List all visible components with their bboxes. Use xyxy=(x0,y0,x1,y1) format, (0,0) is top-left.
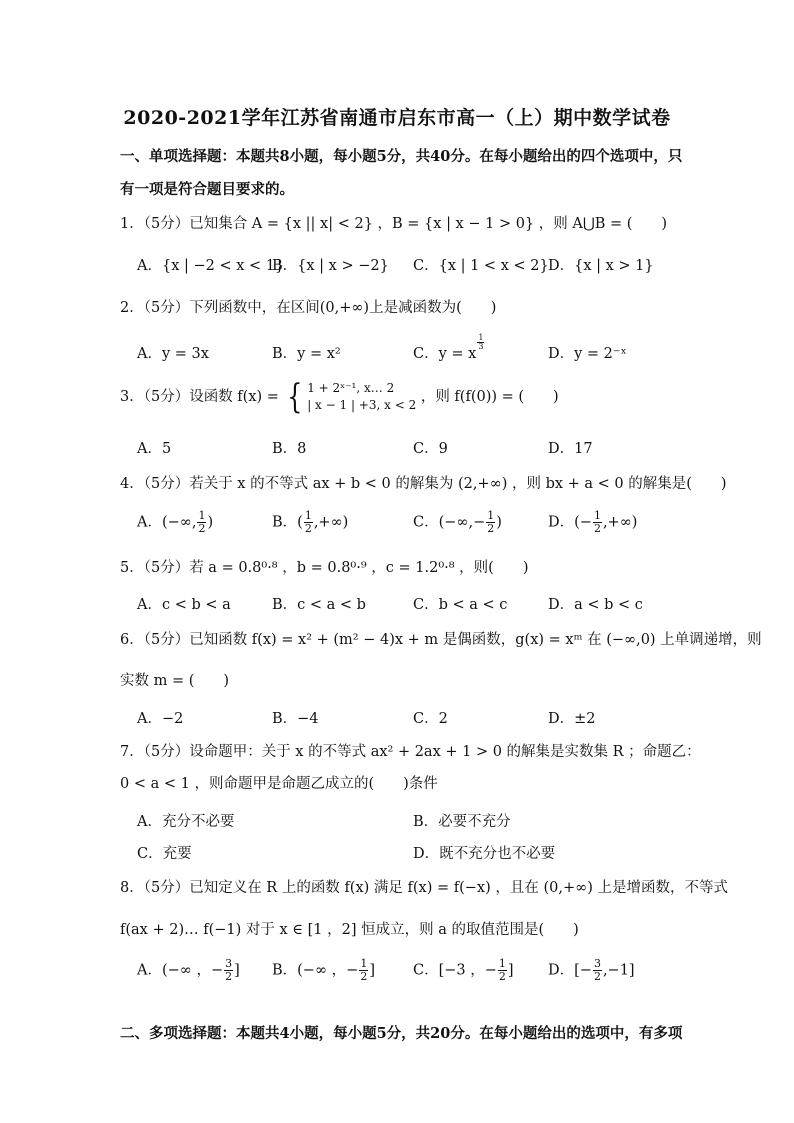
q4-option-c xyxy=(413,510,502,535)
q3-piecewise xyxy=(307,380,416,414)
q4-c-head: C．(−∞,− xyxy=(413,514,486,531)
q6-stem: 6．（5分）已知函数 f(x) = x² + (m² − 4)x + m 是偶函数，g(x) = xᵐ 在 (−∞,0) 上单调递增，则 xyxy=(120,632,762,648)
q4-c-tail: ) xyxy=(496,514,502,531)
q3-option-c: C．9 xyxy=(413,441,448,457)
q8-c-den: 2 xyxy=(498,970,506,983)
q3-piece2: | x − 1 | +3, x < 2 xyxy=(307,398,417,412)
q8-a-den: 2 xyxy=(225,970,233,983)
q5-option-b: B．c < a < b xyxy=(272,597,366,613)
q8-c-frac xyxy=(498,958,507,983)
q8-c-head: C．[−3 ，− xyxy=(413,962,497,979)
q4-a-tail: ) xyxy=(207,514,214,531)
q3-stem-suffix: ，则 f(f(0)) = ( ) xyxy=(420,389,559,405)
q4-b-den: 2 xyxy=(304,522,312,535)
q4-option-d xyxy=(548,510,637,535)
q8-option-d xyxy=(548,958,635,983)
q8-stem-2: f(ax + 2)… f(−1) 对于 x ∈ [1 ，2] 恒成立，则 a 的取值范围是( ) xyxy=(120,922,579,938)
q8-b-head: B．(−∞ ，− xyxy=(272,962,359,979)
q3-piece1: 1 + 2ˣ⁻¹, x… 2 xyxy=(307,381,395,395)
q4-d-frac xyxy=(593,510,602,535)
q8-a-num: 3 xyxy=(225,957,233,970)
q7-option-b: B．必要不充分 xyxy=(413,814,511,830)
q8-d-frac xyxy=(593,958,602,983)
q7-stem-2: 0 < a < 1 ，则命题甲是命题乙成立的( )条件 xyxy=(120,776,438,792)
q4-d-den: 2 xyxy=(593,522,601,535)
q4-c-num: 1 xyxy=(487,509,495,522)
q8-b-num: 1 xyxy=(360,957,368,970)
q2-option-b: B．y = x² xyxy=(272,346,341,362)
page-title: 2020-2021学年江苏省南通市启东市高一（上）期中数学试卷 xyxy=(123,107,671,129)
q3-brace: { xyxy=(286,377,302,417)
q6-option-d: D．±2 xyxy=(548,711,596,727)
q8-a-frac xyxy=(224,958,233,983)
q2-exp-num: 1 xyxy=(478,333,484,342)
q3-option-b: B．8 xyxy=(272,441,307,457)
q6-option-c: C．2 xyxy=(413,711,448,727)
q1-option-c: C．{x | 1 < x < 2} xyxy=(413,258,549,274)
q4-a-head: A．(−∞, xyxy=(137,514,197,531)
q8-d-den: 2 xyxy=(593,970,601,983)
q8-b-frac xyxy=(359,958,368,983)
section2-heading-line1: 二、多项选择题：本题共4小题，每小题5分，共20分。在每小题给出的选项中，有多项 xyxy=(120,1025,683,1042)
q1-option-b: B．{x | x > −2} xyxy=(272,258,389,274)
q2-option-a: A．y = 3x xyxy=(137,346,209,362)
q4-a-frac xyxy=(197,510,206,535)
q8-c-num: 1 xyxy=(498,957,506,970)
q8-option-b xyxy=(272,958,375,983)
q2-option-c-text: C．y = x xyxy=(413,346,477,362)
q4-d-tail: ,+∞) xyxy=(602,514,638,531)
q4-stem: 4．（5分）若关于 x 的不等式 ax + b < 0 的解集为 (2,+∞) ，则 bx + a < 0 的解集是( ) xyxy=(120,476,727,492)
q4-option-a xyxy=(137,510,213,535)
section1-heading-line2: 有一项是符合题目要求的。 xyxy=(120,181,294,198)
q3-stem-prefix: 3．（5分）设函数 f(x) = xyxy=(120,389,279,405)
q2-option-d: D．y = 2⁻ˣ xyxy=(548,346,627,362)
q4-b-frac xyxy=(304,510,313,535)
q4-d-head: D．(− xyxy=(548,514,592,531)
q2-option-c-exponent xyxy=(477,334,484,351)
q2-option-c xyxy=(413,333,485,363)
q3-stem xyxy=(120,377,559,417)
q3-option-a: A．5 xyxy=(137,441,172,457)
q8-b-tail: ] xyxy=(369,962,375,979)
q4-b-tail: ,+∞) xyxy=(313,514,349,531)
q3-option-d: D．17 xyxy=(548,441,593,457)
q4-d-num: 1 xyxy=(593,509,601,522)
q1-option-a: A．{x | −2 < x < 1} xyxy=(137,258,285,274)
q5-option-c: C．b < a < c xyxy=(413,597,508,613)
q7-option-c: C．充要 xyxy=(137,846,192,862)
q4-a-den: 2 xyxy=(198,522,206,535)
q8-c-tail: ] xyxy=(507,962,514,979)
q4-a-num: 1 xyxy=(198,509,206,522)
q6-stem-2: 实数 m = ( ) xyxy=(120,673,230,689)
q8-d-head: D．[− xyxy=(548,962,592,979)
q4-b-head: B．( xyxy=(272,514,303,531)
q5-option-d: D．a < b < c xyxy=(548,597,643,613)
q4-c-den: 2 xyxy=(487,522,495,535)
q8-d-num: 3 xyxy=(593,957,601,970)
q8-stem: 8．（5分）已知定义在 R 上的函数 f(x) 满足 f(x) = f(−x) ，且在 (0,+∞) 上是增函数，不等式 xyxy=(120,880,728,896)
q6-option-b: B．−4 xyxy=(272,711,319,727)
q4-c-frac xyxy=(486,510,495,535)
q4-option-b xyxy=(272,510,348,535)
q4-b-num: 1 xyxy=(304,509,312,522)
q2-exp-den: 3 xyxy=(478,342,484,351)
q6-option-a: A．−2 xyxy=(137,711,184,727)
q1-option-d: D．{x | x > 1} xyxy=(548,258,654,274)
q5-stem: 5．（5分）若 a = 0.8⁰·⁸ ，b = 0.8⁰·⁹ ，c = 1.2⁰·⁸ ，则( ) xyxy=(120,560,529,576)
q1-stem: 1．（5分）已知集合 A = {x || x| < 2} ，B = {x | x − 1 > 0} ，则 A⋃B = ( ) xyxy=(120,216,668,232)
q7-option-d: D．既不充分也不必要 xyxy=(413,846,556,862)
q8-b-den: 2 xyxy=(360,970,368,983)
q8-a-tail: ] xyxy=(234,962,240,979)
q7-option-a: A．充分不必要 xyxy=(137,814,235,830)
q5-option-a: A．c < b < a xyxy=(137,597,231,613)
q8-option-c xyxy=(413,958,514,983)
q2-stem: 2．（5分）下列函数中，在区间(0,+∞)上是减函数为( ) xyxy=(120,300,497,316)
q8-a-head: A．(−∞ ，− xyxy=(137,962,224,979)
q8-d-tail: ,−1] xyxy=(602,962,635,979)
q8-option-a xyxy=(137,958,240,983)
q7-stem: 7．（5分）设命题甲：关于 x 的不等式 ax² + 2ax + 1 > 0 的解集是实数集 R ；命题乙： xyxy=(120,744,701,760)
section1-heading-line1: 一、单项选择题：本题共8小题，每小题5分，共40分。在每小题给出的四个选项中，只 xyxy=(120,148,683,165)
